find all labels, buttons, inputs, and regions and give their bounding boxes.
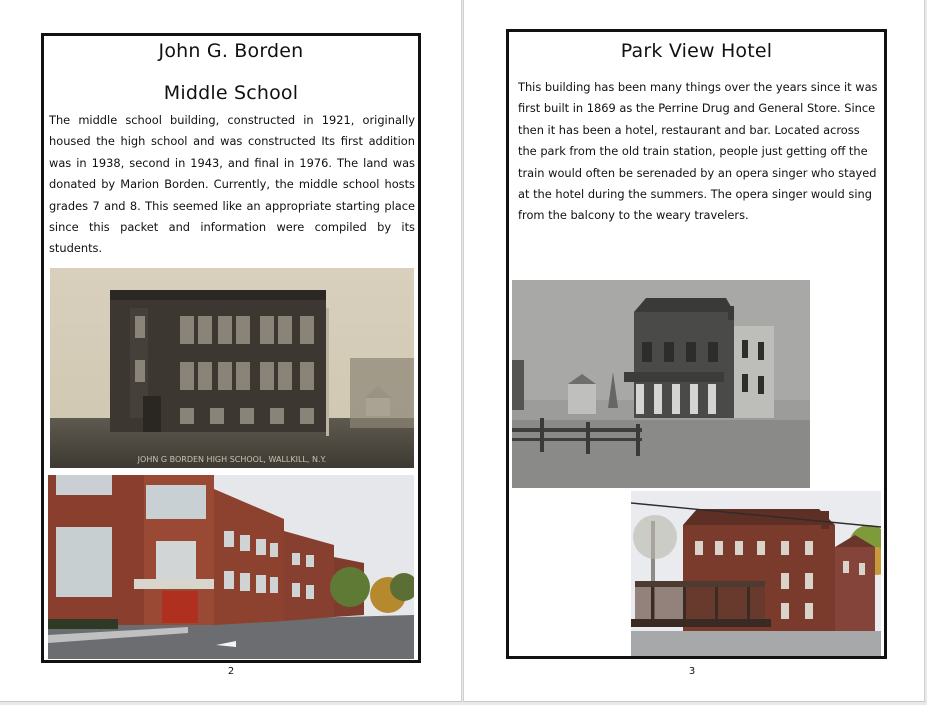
page-border-frame: [41, 33, 421, 663]
page-title-line2: Middle School: [163, 82, 299, 104]
page-left: [0, 0, 462, 702]
historic-school-photo: [50, 268, 414, 468]
page-number: 2: [227, 666, 235, 677]
historic-hotel-photo: [512, 280, 810, 488]
page-title-line1: John G. Borden: [158, 40, 304, 62]
modern-hotel-photo: [631, 491, 881, 656]
page-body-text: This building has been many things over the years since it was first built in 1869 as the Perrine Drug and General Store. Since then it has been a hotel, restaurant and bar. Located across the park from the old train station, people just getting off the train would often be serenaded by an opera singer who stayed at the hotel during the summers. The opera singer would sing from the balcony to the weary travelers.: [518, 80, 878, 223]
page-right: [463, 0, 925, 702]
photo-caption: JOHN G BORDEN HIGH SCHOOL, WALLKILL, N.Y.: [137, 455, 327, 464]
page-border-frame: [506, 29, 887, 659]
modern-school-photo: [48, 475, 414, 659]
page-body-text: The middle school building, constructed in 1921, originally housed the high school and was constructed Its first addition was in 1938, second in 1943, and final in 1976. The land was donated by Marion Borden. Currently, the middle school hosts grades 7 and 8. This seemed like an appropriate starting place since this packet and information were compiled by its students.: [49, 113, 415, 256]
page-title: Park View Hotel: [620, 40, 773, 62]
page-number: 3: [688, 666, 696, 677]
